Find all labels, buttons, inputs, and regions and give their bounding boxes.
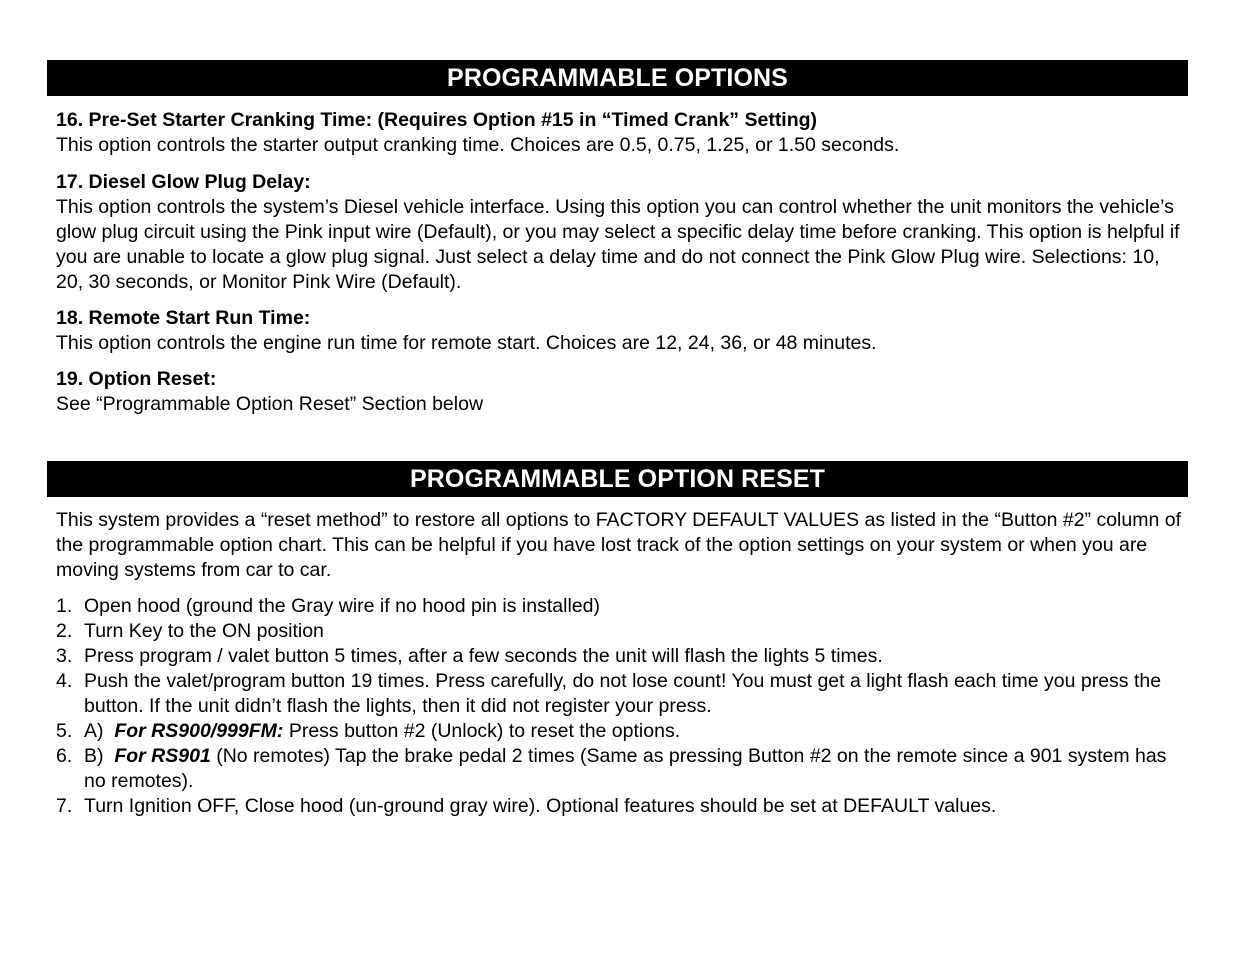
list-item xyxy=(56,669,1186,719)
list-item xyxy=(56,744,1186,794)
step-text xyxy=(84,744,1186,794)
step-number: 1. xyxy=(56,595,73,617)
reset-intro-paragraph: This system provides a “reset method” to restore all options to FACTORY DEFAULT VALUES as listed in the “Button #2” column of the programmable option chart. This can be helpful if you have lost track of the option settings on your system or when you are moving systems from car to car. xyxy=(56,509,1181,581)
option-17-heading: 17. Diesel Glow Plug Delay: xyxy=(56,171,311,193)
option-17 xyxy=(56,170,1186,295)
option-18-body: This option controls the engine run time for remote start. Choices are 12, 24, 36, or 48 minutes. xyxy=(56,332,877,354)
step-text: Press program / valet button 5 times, after a few seconds the unit will flash the lights 5 times. xyxy=(84,645,883,667)
programmable-options-banner: PROGRAMMABLE OPTIONS xyxy=(47,60,1188,96)
option-16 xyxy=(56,108,1186,158)
step-number: 3. xyxy=(56,645,73,667)
option-19-heading: 19. Option Reset: xyxy=(56,368,217,390)
step-number: 4. xyxy=(56,670,73,692)
step-number: 2. xyxy=(56,620,73,642)
step-number: 5. xyxy=(56,720,73,742)
list-item xyxy=(56,619,1186,644)
step-number: 7. xyxy=(56,795,73,817)
list-item xyxy=(56,594,1186,619)
step-text: Open hood (ground the Gray wire if no hood pin is installed) xyxy=(84,595,600,617)
step-text: Turn Ignition OFF, Close hood (un-ground gray wire). Optional features should be set at DEFAULT values. xyxy=(84,795,997,817)
step-text-rest: Press button #2 (Unlock) to reset the options. xyxy=(283,720,681,742)
step-number: 6. xyxy=(56,745,73,767)
option-18-heading: 18. Remote Start Run Time: xyxy=(56,307,311,329)
model-emphasis: For RS900/999FM: xyxy=(114,720,284,742)
programmable-option-reset-banner: PROGRAMMABLE OPTION RESET xyxy=(47,461,1188,497)
option-16-heading: 16. Pre-Set Starter Cranking Time: (Requires Option #15 in “Timed Crank” Setting) xyxy=(56,109,818,131)
step-text: Turn Key to the ON position xyxy=(84,620,324,642)
option-19 xyxy=(56,367,1186,417)
step-text: Push the valet/program button 19 times. Press carefully, do not lose count! You must get a light flash each time you press the button. If the unit didn’t flash the lights, then it did not register your press. xyxy=(84,670,1162,717)
step-text-rest: (No remotes) Tap the brake pedal 2 times (Same as pressing Button #2 on the remote since a 901 system has no remotes). xyxy=(84,745,1167,792)
step-prefix: A) xyxy=(84,720,115,742)
option-16-body: This option controls the starter output cranking time. Choices are 0.5, 0.75, 1.25, or 1.50 seconds. xyxy=(56,134,900,156)
list-item xyxy=(56,794,1186,819)
option-18 xyxy=(56,306,1186,356)
step-prefix: B) xyxy=(84,745,115,767)
option-17-body: This option controls the system’s Diesel vehicle interface. Using this option you can control whether the unit monitors the vehicle’s glow plug circuit using the Pink input wire (Default), or you may select a specific delay time before cranking. This option is helpful if you are unable to locate a glow plug signal. Just select a delay time and do not connect the Pink Glow Plug wire. Selections: 10, 20, 30 seconds, or Monitor Pink Wire (Default). xyxy=(56,196,1180,293)
option-19-body: See “Programmable Option Reset” Section below xyxy=(56,393,484,415)
reset-steps-list xyxy=(56,594,1186,819)
model-emphasis: For RS901 xyxy=(114,745,211,767)
step-text xyxy=(84,719,1186,744)
list-item xyxy=(56,644,1186,669)
list-item xyxy=(56,719,1186,744)
